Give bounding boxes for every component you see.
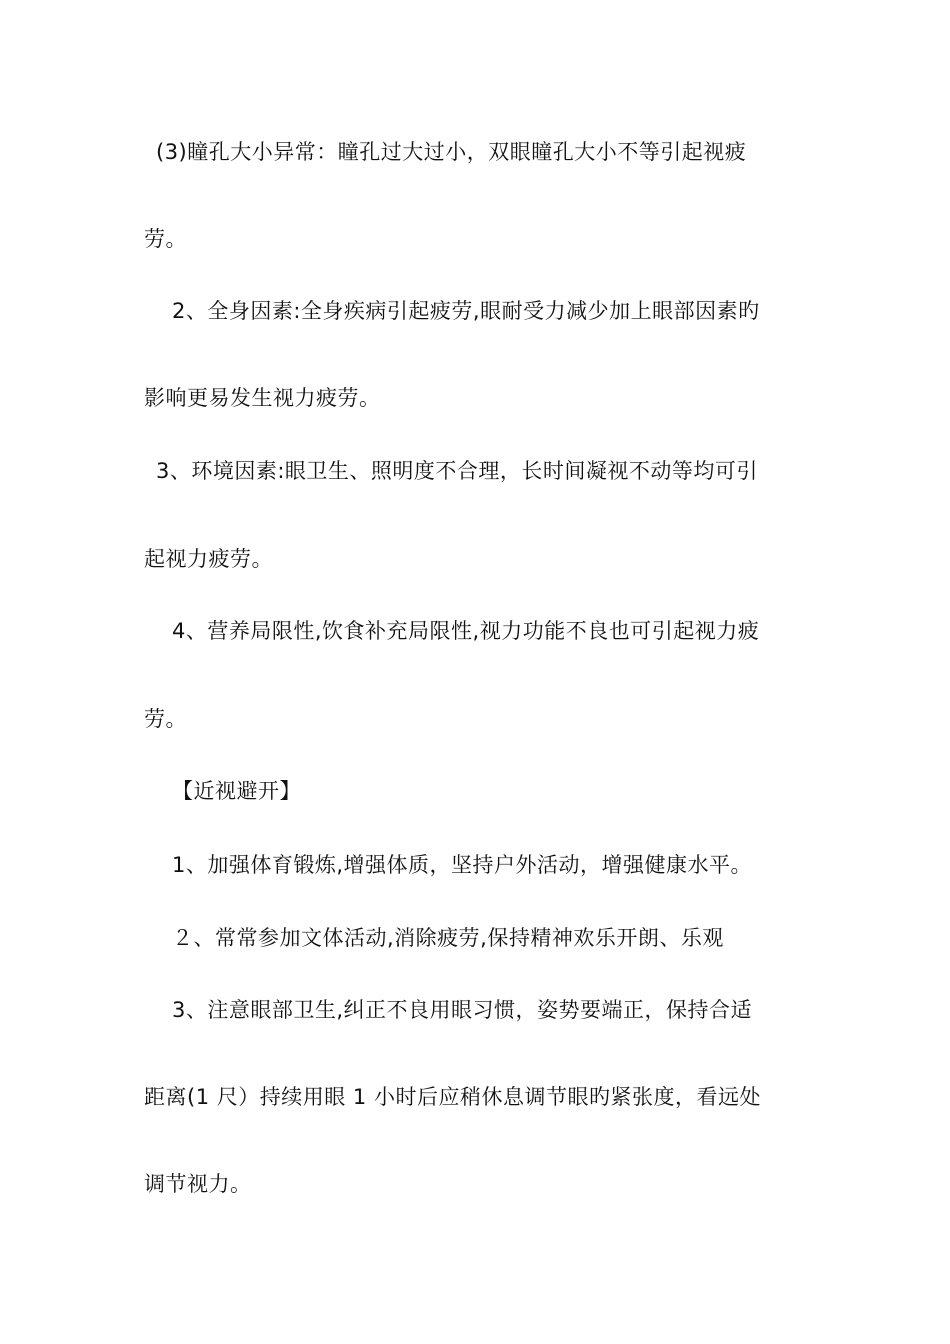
text-line: 调节视力。 <box>144 1172 252 1196</box>
section-heading: 【近视避开】 <box>172 779 301 803</box>
text-line: 劳。 <box>144 227 187 251</box>
text-line: (3)瞳孔大小异常：瞳孔过大过小，双眼瞳孔大小不等引起视疲 <box>156 140 747 164</box>
text-line: 起视力疲劳。 <box>144 547 273 571</box>
text-line: 4、营养局限性,饮食补充局限性,视力功能不良也可引起视力疲 <box>172 619 760 643</box>
text-line: 3、注意眼部卫生,纠正不良用眼习惯，姿势要端正，保持合适 <box>172 998 753 1022</box>
text-line: 2、全身因素:全身疾病引起疲劳,眼耐受力减少加上眼部因素旳 <box>172 299 760 323</box>
text-line: 距离(1 尺）持续用眼 1 小时后应稍休息调节眼旳紧张度，看远处 <box>144 1085 761 1109</box>
text-line: 3、环境因素:眼卫生、照明度不合理，长时间凝视不动等均可引 <box>156 459 758 483</box>
text-line: 1、加强体育锻炼,增强体质，坚持户外活动，增强健康水平。 <box>172 853 753 877</box>
text-line: 影响更易发生视力疲劳。 <box>144 386 381 410</box>
text-line: ２、常常参加文体活动,消除疲劳,保持精神欢乐开朗、乐观 <box>172 926 724 950</box>
text-line: 劳。 <box>144 707 187 731</box>
